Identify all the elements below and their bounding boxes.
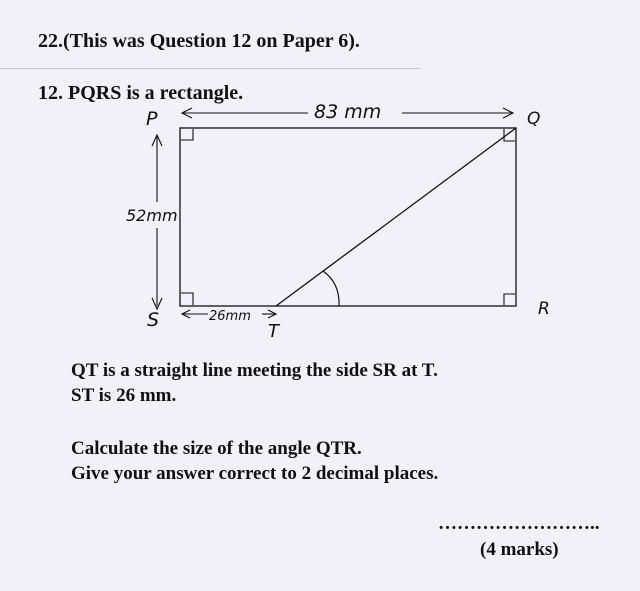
vertex-label-p: P	[146, 108, 158, 130]
point-label-t: T	[268, 321, 279, 342]
vertex-label-q: Q	[527, 109, 541, 129]
task-line-1: Calculate the size of the angle QTR.	[71, 438, 362, 459]
length-label-pq: 83 mm	[314, 101, 382, 123]
vertex-label-s: S	[147, 309, 160, 331]
statement-line-1: QT is a straight line meeting the side SR at T.	[71, 360, 438, 381]
task-line-2: Give your answer correct to 2 decimal places.	[71, 463, 439, 484]
question-intro: 12. PQRS is a rectangle.	[38, 82, 244, 104]
vertex-label-r: R	[538, 299, 550, 319]
right-angle-r	[504, 294, 515, 305]
rectangle-pqrs	[180, 128, 516, 306]
statement-line-2: ST is 26 mm.	[71, 385, 177, 406]
question-header: 22.(This was Question 12 on Paper 6).	[38, 30, 360, 52]
angle-qtr-arc	[323, 271, 339, 306]
answer-dotted-line: ……………………..	[438, 513, 600, 534]
length-label-st: 26mm	[209, 309, 251, 324]
line-qt	[276, 128, 516, 306]
marks-label: (4 marks)	[480, 539, 559, 560]
length-label-ps: 52mm	[126, 206, 178, 225]
right-angle-s	[181, 293, 193, 305]
right-angle-p	[181, 129, 193, 140]
